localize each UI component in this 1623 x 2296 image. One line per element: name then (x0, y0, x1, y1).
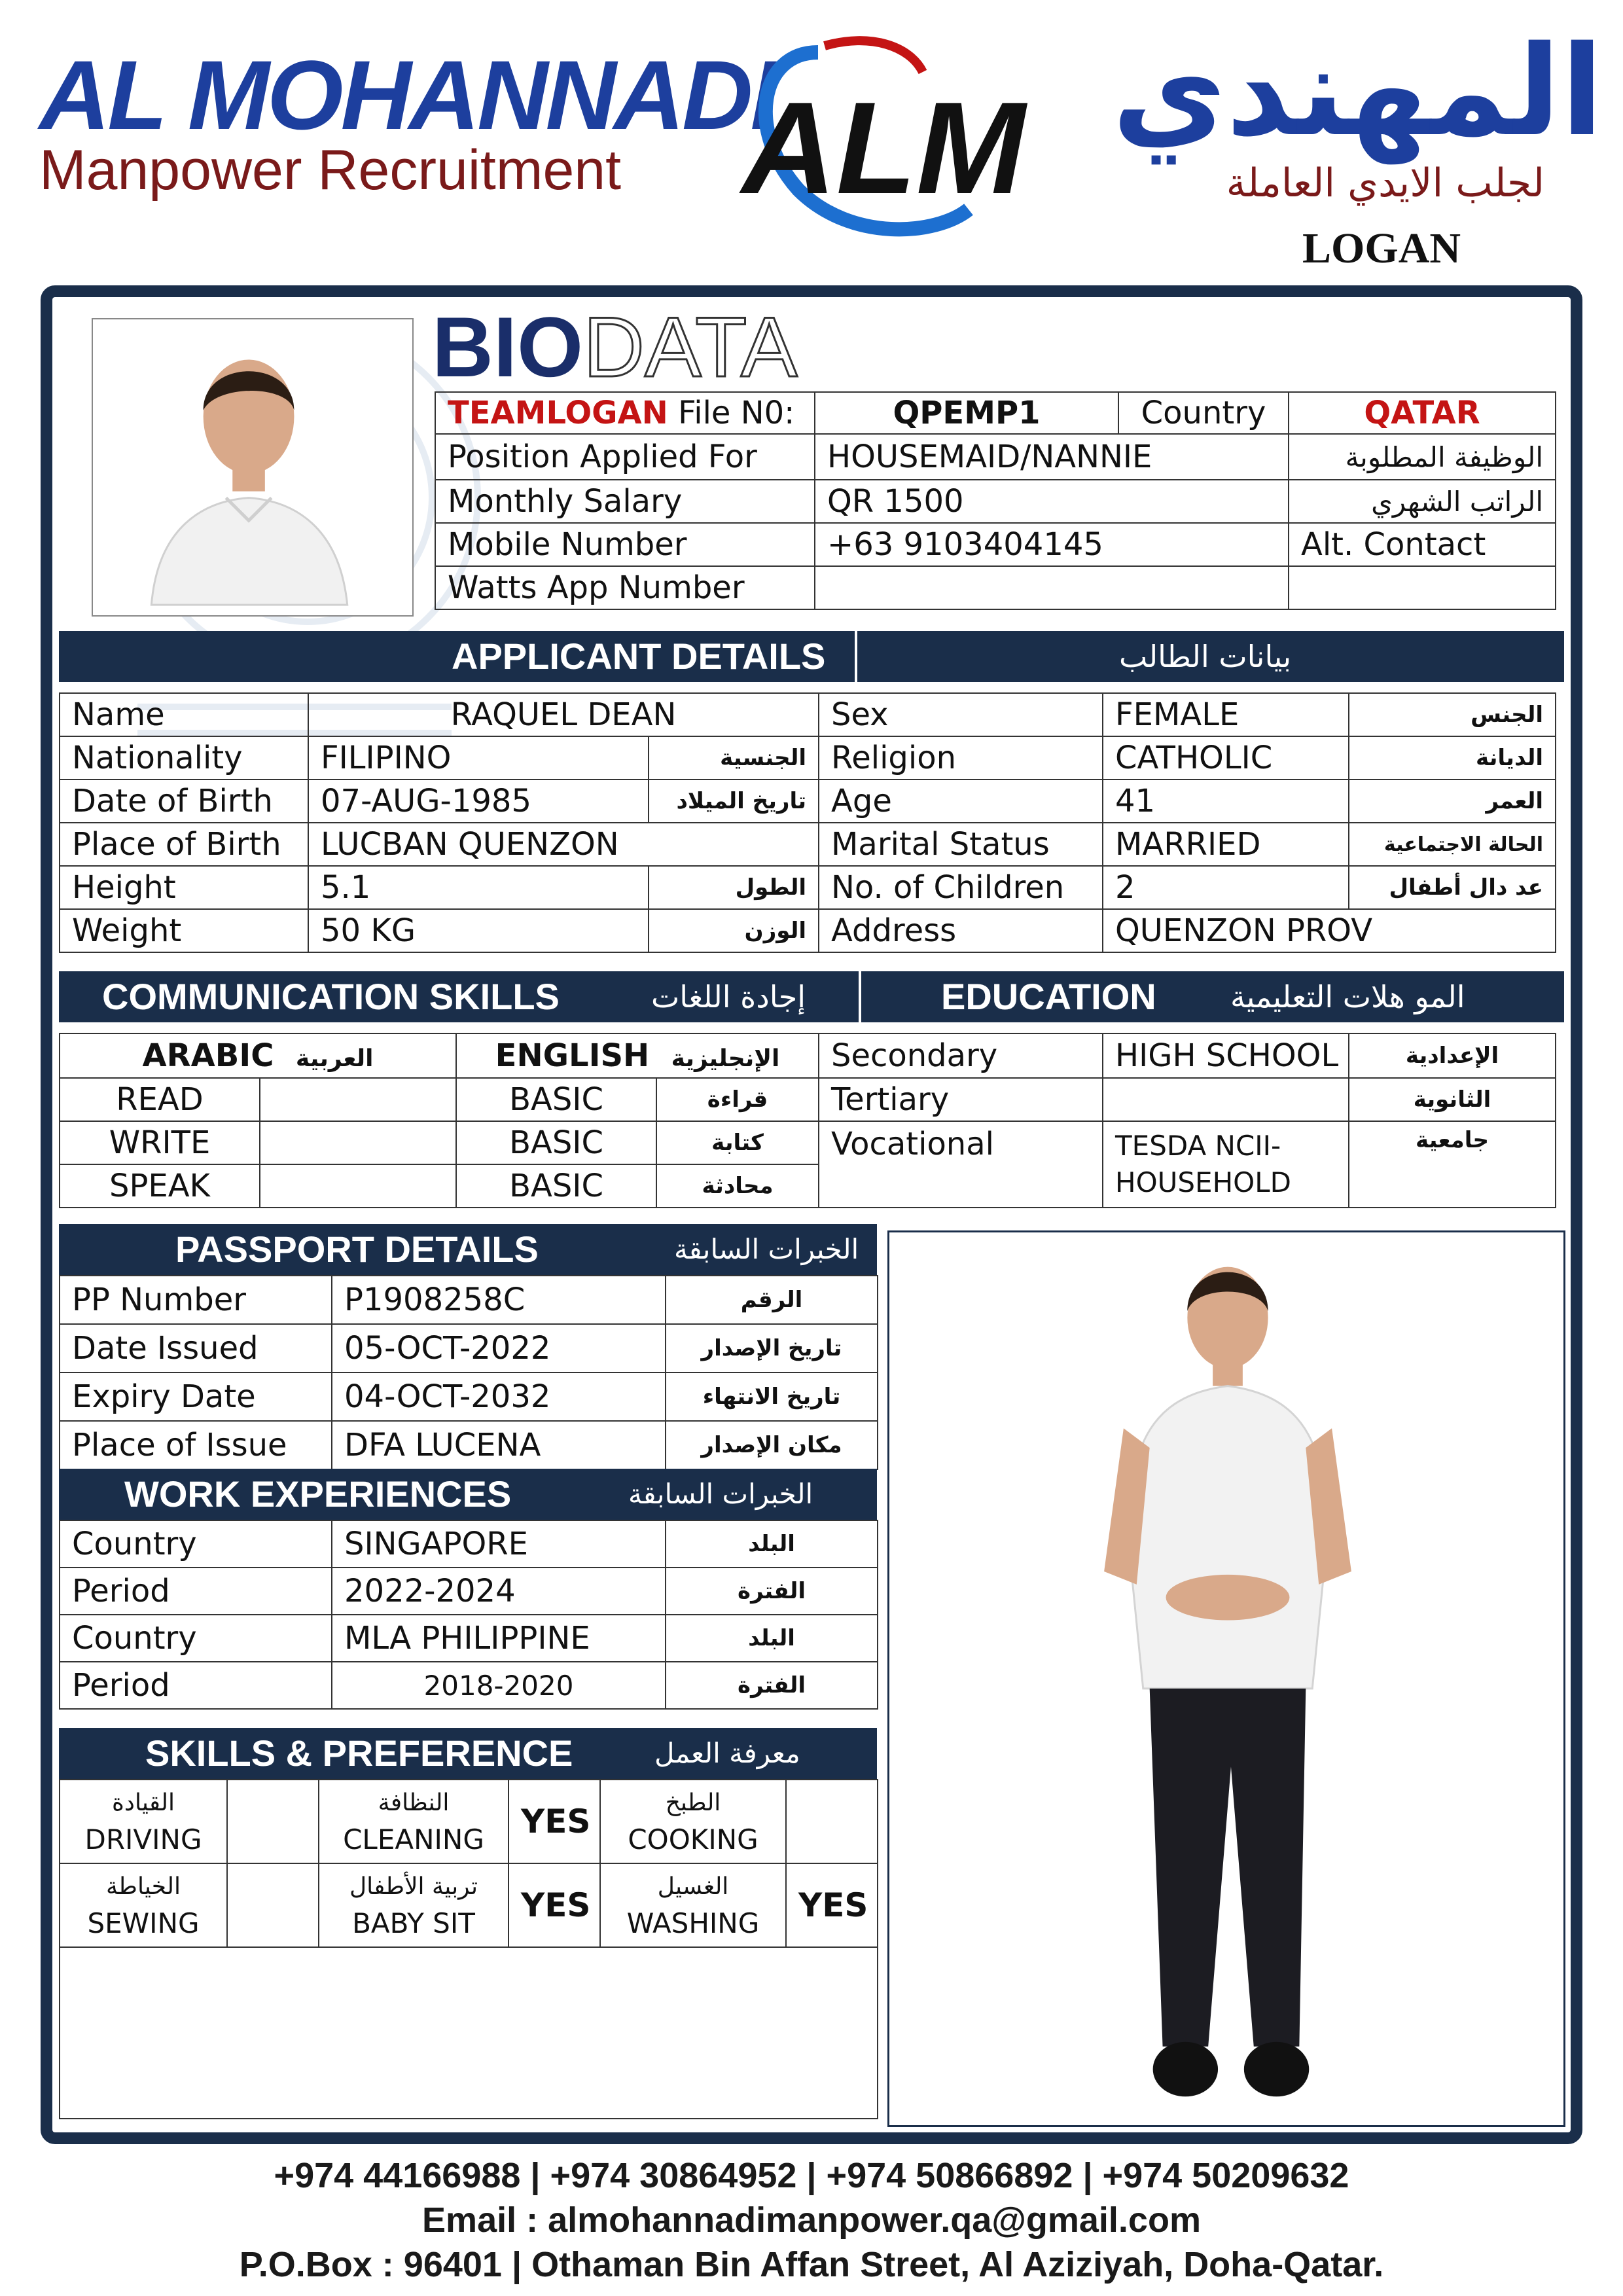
driving-cell (60, 1780, 227, 1863)
babysit-arabic: تربية الأطفال (349, 1873, 478, 1900)
work-label: Country (60, 1520, 332, 1568)
applicant-row (60, 693, 1556, 736)
brand-english-logo (39, 40, 776, 203)
cooking-arabic: الطبخ (665, 1789, 721, 1816)
file-row (435, 392, 1556, 434)
weight-value: 50 KG (308, 909, 649, 952)
weight-label: Weight (60, 909, 308, 952)
english-level: BASIC (456, 1078, 656, 1121)
address-value: QUENZON PROV (1103, 909, 1556, 952)
nationality-arabic: الجنسية (649, 736, 819, 780)
position-value: HOUSEMAID/NANNIE (815, 434, 1289, 480)
address-label: Address (819, 909, 1103, 952)
communication-title: COMMUNICATION SKILLS (102, 976, 560, 1017)
mobile-value: +63 9103404145 (815, 523, 1289, 566)
work-value: 2018-2020 (332, 1662, 666, 1709)
height-label: Height (60, 866, 308, 909)
footer-email: Email : almohannadimanpower.qa@gmail.com (422, 2200, 1201, 2240)
applicant-details-title-arabic: بيانات الطالب (1119, 639, 1292, 674)
washing-value: YES (786, 1863, 878, 1947)
english-level: BASIC (456, 1121, 656, 1164)
file-label: File N0: (678, 395, 795, 431)
marital-arabic: الحالة الاجتماعية (1349, 823, 1556, 866)
passport-row (60, 1421, 878, 1469)
cleaning-arabic: النظافة (378, 1789, 450, 1816)
skills-table (59, 1779, 878, 2119)
secondary-value: HIGH SCHOOL (1103, 1033, 1349, 1078)
age-label: Age (819, 780, 1103, 823)
children-arabic: عد دال أطفال (1349, 866, 1556, 909)
position-arabic: الوظيفة المطلوبة (1289, 434, 1556, 480)
babysit-value: YES (508, 1863, 600, 1947)
washing-label: WASHING (626, 1907, 760, 1939)
skills-row (60, 1863, 878, 1947)
language-row (60, 1121, 819, 1164)
marital-label: Marital Status (819, 823, 1103, 866)
vocational-value (1103, 1121, 1349, 1208)
communication-education-bar (59, 971, 1564, 1022)
work-arabic: البلد (666, 1615, 878, 1662)
language-row (60, 1078, 819, 1121)
brand-tagline: Manpower Recruitment (39, 139, 622, 202)
secondary-label: Secondary (819, 1033, 1103, 1078)
english-level: BASIC (456, 1164, 656, 1208)
skill-arabic: قراءة (656, 1078, 819, 1121)
passport-value: P1908258C (332, 1276, 666, 1324)
biodata-title (432, 301, 890, 393)
passport-label: Place of Issue (60, 1421, 332, 1469)
children-label: No. of Children (819, 866, 1103, 909)
babysit-cell (319, 1863, 508, 1947)
file-number: QPEMP1 (815, 392, 1118, 434)
cooking-value (786, 1780, 878, 1863)
work-experience-bar (59, 1469, 877, 1520)
footer-address: P.O.Box : 96401 | Othaman Bin Affan Street, Al Aziziyah, Doha-Qatar. (239, 2245, 1384, 2284)
work-experience-table (59, 1520, 878, 1710)
vocational-line2: HOUSEHOLD (1115, 1166, 1291, 1198)
whatsapp-row (435, 566, 1556, 609)
tertiary-arabic: الثانوية (1349, 1078, 1556, 1121)
brand-arabic-logo (1060, 19, 1603, 216)
work-label: Period (60, 1662, 332, 1709)
arabic-level (260, 1164, 456, 1208)
sex-arabic: الجنس (1349, 693, 1556, 736)
applicant-row (60, 866, 1556, 909)
marital-value: MARRIED (1103, 823, 1349, 866)
work-experience-title: WORK EXPERIENCES (124, 1473, 512, 1515)
religion-label: Religion (819, 736, 1103, 780)
applicant-details-title: APPLICANT DETAILS (452, 636, 826, 677)
passport-label: Date Issued (60, 1324, 332, 1372)
tertiary-label: Tertiary (819, 1078, 1103, 1121)
religion-value: CATHOLIC (1103, 736, 1349, 780)
cleaning-value: YES (508, 1780, 600, 1863)
skill-label: SPEAK (60, 1164, 260, 1208)
arabic-level (260, 1078, 456, 1121)
alm-logo (720, 26, 1054, 249)
age-value: 41 (1103, 780, 1349, 823)
arabic-level (260, 1121, 456, 1164)
work-row (60, 1568, 878, 1615)
work-row (60, 1520, 878, 1568)
work-row (60, 1662, 878, 1709)
nationality-value: FILIPINO (308, 736, 649, 780)
salary-row (435, 480, 1556, 523)
alt-contact-label: Alt. Contact (1289, 523, 1556, 566)
education-row (819, 1033, 1556, 1078)
dob-arabic: تاريخ الميلاد (649, 780, 819, 823)
passport-details-bar (59, 1224, 877, 1275)
applicant-portrait-photo (92, 318, 414, 617)
passport-value: 04-OCT-2032 (332, 1372, 666, 1421)
pob-value: LUCBAN QUENZON (308, 823, 819, 866)
work-label: Period (60, 1568, 332, 1615)
passport-title: PASSPORT DETAILS (175, 1229, 539, 1270)
logo-text: ALM (741, 75, 1026, 221)
driving-label: DRIVING (84, 1823, 202, 1856)
sewing-arabic: الخياطة (106, 1873, 181, 1900)
skill-label: READ (60, 1078, 260, 1121)
applicant-full-body-photo (887, 1230, 1565, 2127)
country-value: QATAR (1289, 392, 1556, 434)
applicant-details-bar (59, 631, 1564, 682)
brand-tagline-arabic: لجلب الايدي العاملة (1226, 160, 1544, 206)
salary-value: QR 1500 (815, 480, 1289, 523)
whatsapp-label: Watts App Number (435, 566, 815, 609)
applicant-row (60, 780, 1556, 823)
language-row (60, 1164, 819, 1208)
work-arabic: الفترة (666, 1662, 878, 1709)
skill-arabic: محادثة (656, 1164, 819, 1208)
skill-arabic: كتابة (656, 1121, 819, 1164)
passport-label: PP Number (60, 1276, 332, 1324)
communication-title-arabic: إجادة اللغات (651, 979, 806, 1014)
biodata-title-bold: BIO (432, 299, 584, 395)
work-row (60, 1615, 878, 1662)
name-label: Name (60, 693, 308, 736)
passport-title-arabic: الخبرات السابقة (674, 1233, 859, 1265)
arabic-language-header (60, 1033, 456, 1078)
brand-name: AL MOHANNADI (39, 40, 776, 150)
footer-phones: +974 44166988 | +974 30864952 | +974 50866892 | +974 50209632 (274, 2156, 1349, 2195)
secondary-arabic: الإعدادية (1349, 1033, 1556, 1078)
skills-preference-bar (59, 1728, 877, 1779)
cooking-cell (600, 1780, 786, 1863)
whatsapp-empty (1289, 566, 1556, 609)
nationality-label: Nationality (60, 736, 308, 780)
passport-arabic: الرقم (666, 1276, 878, 1324)
file-info-table (435, 391, 1556, 610)
cleaning-label: CLEANING (343, 1823, 484, 1856)
washing-arabic: الغسيل (657, 1873, 729, 1900)
applicant-row (60, 736, 1556, 780)
salary-arabic: الراتب الشهري (1289, 480, 1556, 523)
passport-value: DFA LUCENA (332, 1421, 666, 1469)
applicant-row (60, 823, 1556, 866)
work-arabic: الفترة (666, 1568, 878, 1615)
height-value: 5.1 (308, 866, 649, 909)
agency-label: LOGAN (1302, 224, 1461, 272)
bar-separator (859, 971, 861, 1022)
passport-arabic: تاريخ الانتهاء (666, 1372, 878, 1421)
work-value: MLA PHILIPPINE (332, 1615, 666, 1662)
education-table (818, 1033, 1556, 1208)
biodata-title-outline: DATA (583, 299, 798, 395)
language-table (59, 1033, 819, 1208)
skills-notes (60, 1947, 878, 2119)
country-label: Country (1118, 392, 1289, 434)
skills-notes-row (60, 1947, 878, 2119)
weight-arabic: الوزن (649, 909, 819, 952)
babysit-label: BABY SIT (352, 1907, 475, 1939)
driving-arabic: القيادة (112, 1789, 175, 1816)
passport-arabic: تاريخ الإصدار (666, 1324, 878, 1372)
height-arabic: الطول (649, 866, 819, 909)
bar-separator (855, 631, 857, 682)
passport-arabic: مكان الإصدار (666, 1421, 878, 1469)
sex-label: Sex (819, 693, 1103, 736)
vocational-label: Vocational (819, 1121, 1103, 1208)
salary-label: Monthly Salary (435, 480, 815, 523)
washing-cell (600, 1863, 786, 1947)
skills-title-arabic: معرفة العمل (654, 1737, 800, 1769)
english-language-header (456, 1033, 819, 1078)
brand-name-arabic: المهندي (1112, 19, 1603, 164)
language-header-row (60, 1033, 819, 1078)
whatsapp-value (815, 566, 1289, 609)
dob-value: 07-AUG-1985 (308, 780, 649, 823)
education-title: EDUCATION (941, 976, 1156, 1017)
arabic-language-label-ar: العربية (295, 1045, 374, 1072)
passport-label: Expiry Date (60, 1372, 332, 1421)
pob-label: Place of Birth (60, 823, 308, 866)
sewing-cell (60, 1863, 227, 1947)
work-label: Country (60, 1615, 332, 1662)
mobile-row (435, 523, 1556, 566)
name-value: RAQUEL DEAN (308, 693, 819, 736)
file-number-label (435, 392, 815, 434)
skills-row (60, 1780, 878, 1863)
tertiary-value (1103, 1078, 1349, 1121)
applicant-row (60, 909, 1556, 952)
sewing-value (227, 1863, 319, 1947)
mobile-label: Mobile Number (435, 523, 815, 566)
position-row (435, 434, 1556, 480)
dob-label: Date of Birth (60, 780, 308, 823)
work-value: 2022-2024 (332, 1568, 666, 1615)
footer-contact (0, 2153, 1623, 2291)
sewing-label: SEWING (87, 1907, 200, 1939)
vocational-arabic: جامعية (1349, 1121, 1556, 1208)
passport-row (60, 1324, 878, 1372)
education-row (819, 1078, 1556, 1121)
skills-title: SKILLS & PREFERENCE (145, 1732, 573, 1774)
children-value: 2 (1103, 866, 1349, 909)
team-name: TEAMLOGAN (448, 395, 668, 431)
passport-table (59, 1275, 878, 1470)
skill-label: WRITE (60, 1121, 260, 1164)
work-arabic: البلد (666, 1520, 878, 1568)
driving-value (227, 1780, 319, 1863)
passport-row (60, 1276, 878, 1324)
sex-value: FEMALE (1103, 693, 1349, 736)
work-value: SINGAPORE (332, 1520, 666, 1568)
education-title-arabic: المو هلات التعليمية (1230, 979, 1465, 1014)
work-experience-title-arabic: الخبرات السابقة (628, 1478, 813, 1510)
english-language-label: ENGLISH (495, 1037, 650, 1074)
cleaning-cell (319, 1780, 508, 1863)
education-row (819, 1121, 1556, 1208)
english-language-label-ar: الإنجليزية (671, 1045, 780, 1072)
vocational-line1: TESDA NCII- (1115, 1130, 1281, 1162)
applicant-table (59, 692, 1556, 953)
cooking-label: COOKING (628, 1823, 758, 1856)
religion-arabic: الديانة (1349, 736, 1556, 780)
age-arabic: العمر (1349, 780, 1556, 823)
passport-row (60, 1372, 878, 1421)
position-label: Position Applied For (435, 434, 815, 480)
passport-value: 05-OCT-2022 (332, 1324, 666, 1372)
arabic-language-label: ARABIC (142, 1037, 274, 1074)
